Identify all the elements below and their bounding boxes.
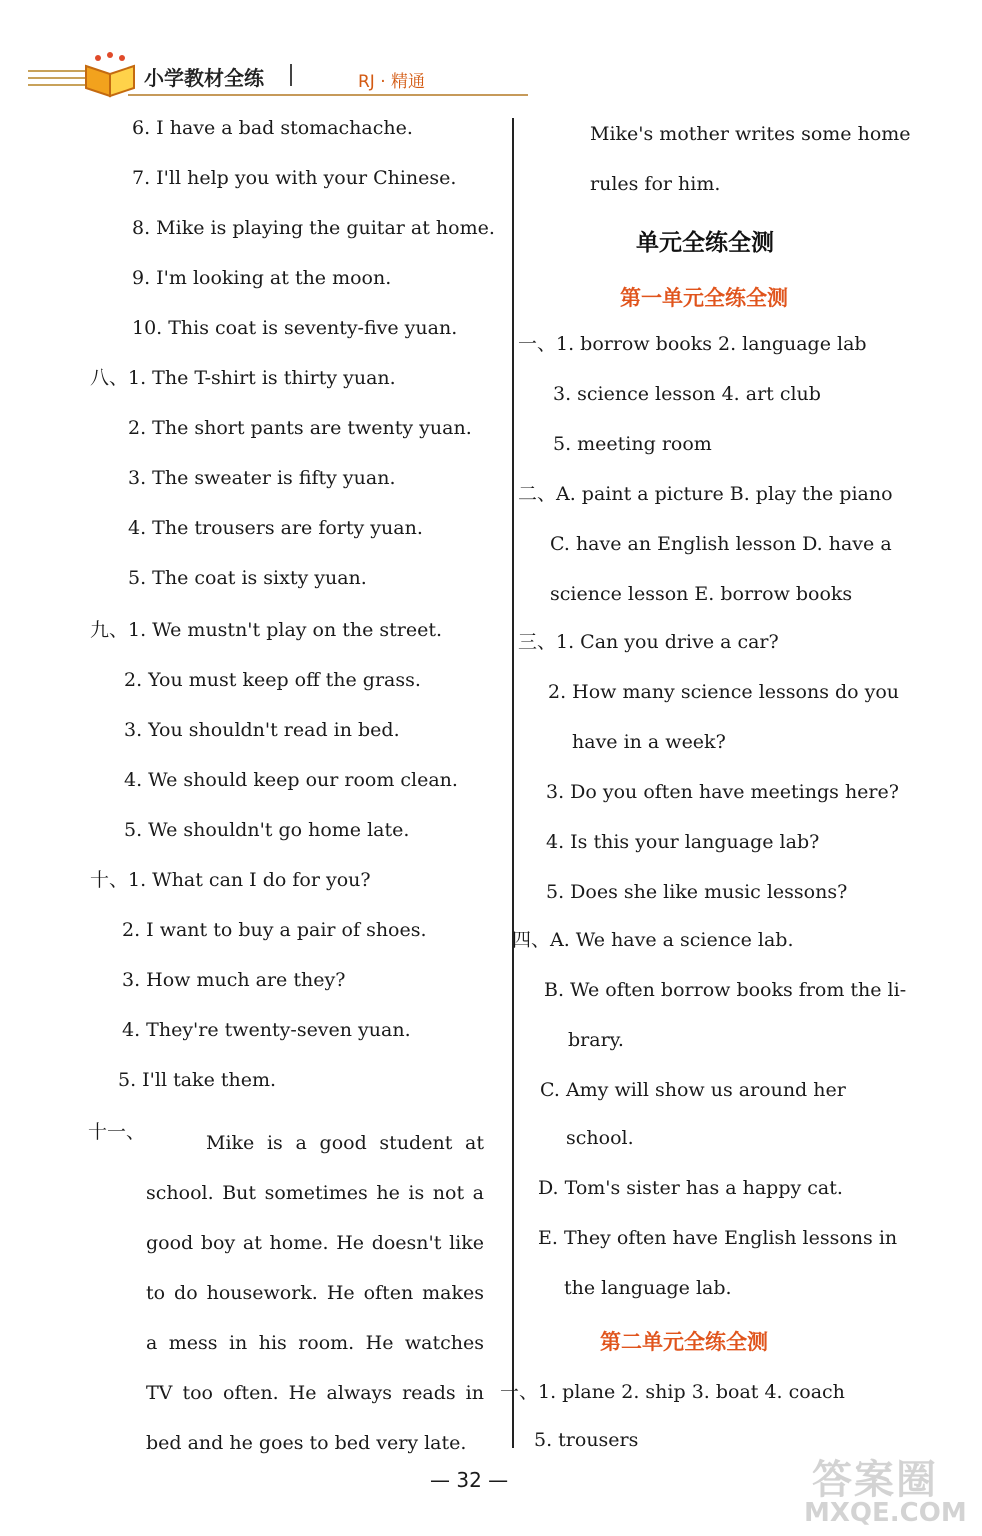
answer-line: Mike's mother writes some home [590,123,911,145]
brand-title: 小学教材全练 [144,66,264,90]
answer-line: 三、1. Can you drive a car? [518,631,779,653]
answer-line: 2. I want to buy a pair of shoes. [122,919,427,941]
answer-line: 5. meeting room [553,433,712,455]
answer-line: rules for him. [590,173,721,195]
decorative-lines [28,70,88,91]
answer-line: 5. The coat is sixty yuan. [128,567,367,589]
answer-line: 5. We shouldn't go home late. [124,819,410,841]
answer-line: 3. Do you often have meetings here? [546,781,899,803]
unit-title: 第一单元全练全测 [620,286,788,310]
answer-line: 5. I'll take them. [118,1069,277,1091]
answer-line: the language lab. [564,1277,732,1299]
answer-line: 4. We should keep our room clean. [124,769,458,791]
answer-line: D. Tom's sister has a happy cat. [538,1177,843,1199]
essay-paragraph: Mike is a good student at school. But sometimes he is not a good boy at home. He doesn't like to do housework. He often makes a mess in his room. He watches TV too often. He always reads in bed and he goes to bed very late. [146,1132,484,1454]
answer-line: 9. I'm looking at the moon. [132,267,392,289]
answer-line: 2. You must keep off the grass. [124,669,421,691]
answer-line: 二、A. paint a picture B. play the piano [518,483,893,505]
answer-line: 4. They're twenty-seven yuan. [122,1019,411,1041]
answer-line: 四、A. We have a science lab. [512,929,794,951]
edition-label: RJ · 精通 [358,72,426,92]
header-separator [290,64,292,86]
answer-line: brary. [568,1029,624,1051]
answer-line: 3. science lesson 4. art club [553,383,821,405]
page-header [20,50,530,100]
answer-line: 3. The sweater is fifty yuan. [128,467,396,489]
answer-line: 2. The short pants are twenty yuan. [128,417,472,439]
column-divider [512,118,514,1448]
answer-line: C. have an English lesson D. have a [550,533,892,555]
header-underline [128,94,528,96]
answer-line: B. We often borrow books from the li- [544,979,907,1001]
answer-line: 7. I'll help you with your Chinese. [132,167,457,189]
watermark-text-top: 答案圈 [812,1457,938,1503]
page-number: — 32 — [430,1468,509,1492]
answer-line: 九、1. We mustn't play on the street. [90,619,443,641]
answer-line: 3. You shouldn't read in bed. [124,719,400,741]
answer-line: science lesson E. borrow books [550,583,853,605]
book-logo-icon [82,52,138,98]
answer-line: 4. The trousers are forty yuan. [128,517,423,539]
watermark-text-bottom: MXQE.COM [804,1498,967,1528]
answer-line: 十、1. What can I do for you? [90,869,371,891]
answer-line: C. Amy will show us around her [540,1079,846,1101]
answer-line: 10. This coat is seventy-five yuan. [132,317,458,339]
answer-line: have in a week? [572,731,726,753]
answer-line: 8. Mike is playing the guitar at home. [132,217,495,239]
answer-line: 5. Does she like music lessons? [546,881,848,903]
essay-label: 十一、 [88,1121,146,1143]
answer-line: 2. How many science lessons do you [548,681,900,703]
answer-line: 5. trousers [534,1429,639,1451]
answer-line: 4. Is this your language lab? [546,831,820,853]
unit-title: 第二单元全练全测 [600,1330,768,1354]
answer-line: 6. I have a bad stomachache. [132,117,413,139]
watermark-logo [800,1448,976,1532]
section-title: 单元全练全测 [636,230,774,256]
answer-line: 八、1. The T-shirt is thirty yuan. [90,367,396,389]
answer-line: 3. How much are they? [122,969,346,991]
answer-line: 一、1. plane 2. ship 3. boat 4. coach [500,1381,845,1403]
answer-line: school. [566,1127,634,1149]
answer-line: E. They often have English lessons in [538,1227,898,1249]
answer-line: 一、1. borrow books 2. language lab [518,333,867,355]
